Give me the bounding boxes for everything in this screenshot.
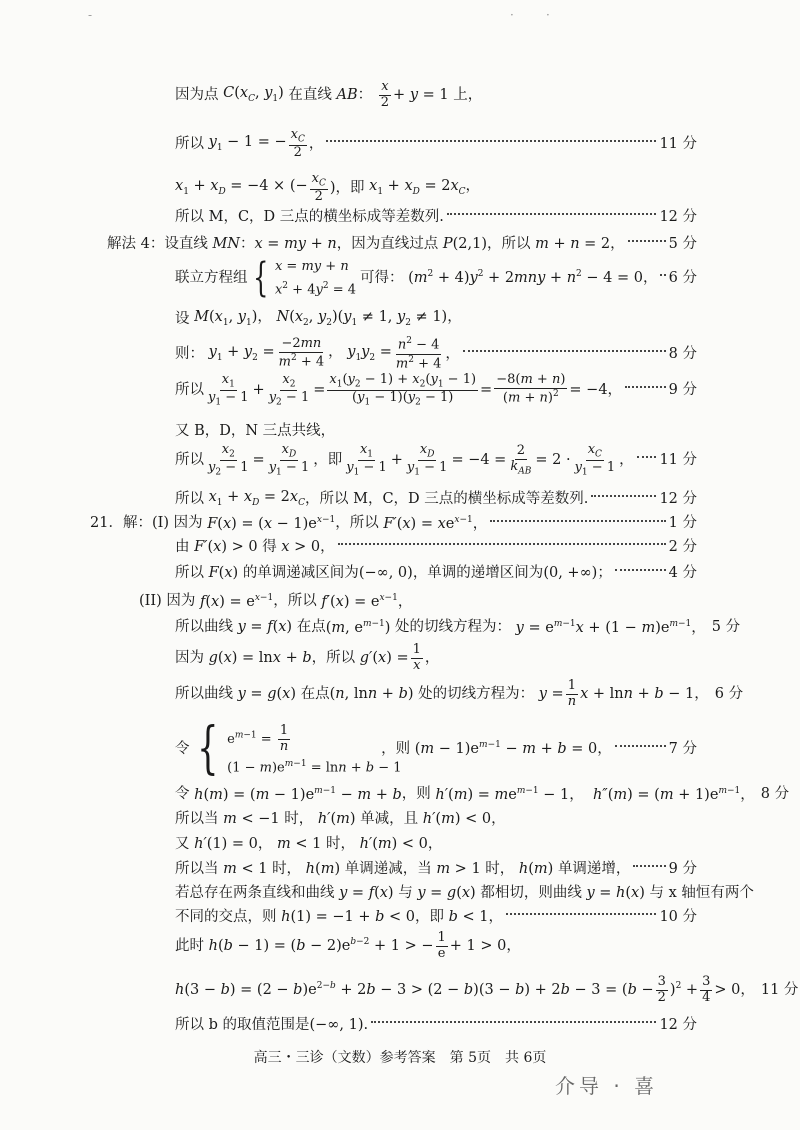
score-label: 5 分: [711, 619, 741, 636]
score-label: 8 分: [760, 786, 790, 803]
score-label: 8 分: [668, 345, 697, 362]
solution-line: 所以 $y_1 - 1$ = − $\frac{x_C}{2}$ ， 11 分: [175, 127, 697, 160]
solution-line: 解法 4：设直线 MN：x = my + n ，因为直线过点 P(2,1) ，所以 m + n = 2， 5 分: [107, 236, 697, 252]
handwritten-mark: 介导 · 喜: [555, 1074, 659, 1098]
page-footer: 高三・三诊（文数）参考答案 第 5页 共 6页: [253, 1050, 547, 1066]
scan-mark: ·: [510, 8, 514, 22]
solution-line: 联立方程组 { x = my + n $x^2 + 4y^2 = 4$ 可得： $(m^2 + 4)y^2 + 2mny + n^2 - 4 = 0$， 6 分: [175, 255, 697, 301]
solution-line: 所以 F(x) 的单调递减区间为 (−∞, 0) ，单调的递增区间为 (0, +∞) ； 4 分: [175, 565, 697, 581]
score-label: 4 分: [668, 565, 697, 581]
solution-line: 所以曲线 y = g(x) 在点 (n, lnn + b) 处的切线方程为： y = $\frac{1}{n}$ x + lnn + b − 1， 6 分: [175, 677, 744, 709]
solution-line: 所以 $\frac{x_2}{y_2 - 1}$ = $\frac{x_D}{y_1 - 1}$ ，即 $\frac{x_1}{y_1 - 1}$ + $\frac{x_D}{y_1 - 1}$ = −4 = $\frac{2}{k_{AB}}$ = 2 · $\frac{x_C}{y_1 - 1}$ ， 11 分: [175, 441, 697, 478]
solution-line: 令 $h(m) = (m - 1)e^{m-1} - m + b$ ，则 $h'(m) = me^{m-1} - 1$， $h''(m) = (m + 1)e^{m-1}$， 8 分: [175, 786, 790, 803]
solution-line: 又 B，D，N 三点共线，: [175, 423, 336, 439]
solution-line: 令 { $e^{m-1}$ = $\frac{1}{n}$ $(1 - m)e^{m-1} = \ln n + b - 1$ ，则 $(m - 1)e^{m-1} - m + b = 0$， 7 分: [175, 715, 697, 781]
score-label: 2 分: [668, 539, 697, 555]
score-label: 11 分: [760, 981, 799, 998]
score-label: 11 分: [659, 451, 697, 468]
score-label: 9 分: [668, 861, 697, 877]
solution-line: 所以 $\frac{x_1}{y_1 - 1}$ + $\frac{x_2}{y_2 - 1}$ = $\frac{x_1(y_2 - 1) + x_2(y_1 - 1)}{(y_1 - 1)(y_2 - 1)}$ = $\frac{-8(m + n)}{(m + n)^2}$ = −4， 9 分: [175, 371, 697, 408]
solution-line: 又 h′(1) = 0， m < 1 时， h′(m) < 0，: [175, 836, 443, 852]
solution-line: 由 F′(x) > 0 得 x > 0， 2 分: [175, 539, 697, 555]
solution-line: 21．解：(I) 因为 $F(x) = (x - 1)e^{x-1}$ ，所以 $F'(x) = xe^{x-1}$， 1 分: [90, 515, 697, 532]
solution-line: 因为点 $C(x_C$, $y_1$) 在直线 AB： $\frac{x}{2}$ + y = 1 上，: [175, 79, 483, 110]
score-label: 6 分: [668, 269, 697, 286]
solution-line: 此时 $h(b - 1) = (b - 2)e^{b-2} + 1$ > − $\frac{1}{e}$ + 1 > 0，: [175, 929, 521, 961]
solution-line: 则： $y_1 + y_2$ = $\frac{-2mn}{m^2 + 4}$ ， $y_1y_2$ = $\frac{n^2 - 4}{m^2 + 4}$ ， 8 分: [175, 336, 697, 371]
solution-line: 设 $M(x_1$, $y_1$)， $N(x_2$, $y_2)(y_1 \ne 1$, $y_2 \ne 1$)，: [175, 309, 462, 328]
score-label: 10 分: [659, 909, 697, 925]
score-label: 6 分: [714, 685, 744, 702]
score-label: 11 分: [659, 136, 697, 153]
solution-line: $x_1 + x_D = -4$ × (− $\frac{x_C}{2}$ ) ，即 $x_1 + x_D = 2x_C$，: [175, 171, 481, 204]
scan-mark: -: [88, 8, 93, 22]
solution-line: 所以 b 的取值范围是 (−∞, 1) . 12 分: [175, 1017, 697, 1033]
solution-line: 因为 g(x) = lnx + b ，所以 g′(x) = $\frac{1}{x}$ ，: [175, 641, 440, 673]
solution-line: (II) 因为 $f(x) = e^{x-1}$ ，所以 $f'(x) = e^{x-1}$，: [139, 593, 413, 610]
score-label: 1 分: [668, 515, 697, 532]
score-label: 7 分: [668, 740, 697, 757]
solution-line: 所以当 m < −1 时， h′(m) 单减，且 h′(m) < 0，: [175, 811, 506, 827]
solution-line: 若总存在两条直线和曲线 y = f(x) 与 y = g(x) 都相切，则曲线 y = h(x) 与 x 轴恒有两个: [175, 885, 754, 901]
solution-line: 所以 $x_1 + x_D = 2x_C$ ，所以 M，C，D 三点的横坐标成等差数列. 12 分: [175, 489, 697, 508]
solution-line: 所以 M，C，D 三点的横坐标成等差数列. 12 分: [175, 209, 697, 225]
solution-line: 所以曲线 y = f(x) 在点 (m, $e^{m-1}$) 处的切线方程为： $y = e^{m-1}x + (1 - m)e^{m-1}$， 5 分: [175, 619, 741, 636]
solution-line: 不同的交点，则 h(1) = −1 + b < 0 ，即 b < 1， 10 分: [175, 909, 697, 925]
score-label: 12 分: [659, 209, 697, 225]
solution-line: 所以当 m < 1 时， h(m) 单调递减，当 m > 1 时， h(m) 单调递增， 9 分: [175, 861, 697, 877]
score-label: 5 分: [668, 236, 697, 252]
solution-line: $h(3 - b) = (2 - b)e^{2-b} + 2b - 3 > (2 - b)(3 - b) + 2b - 3 = (b$ − $\frac{3}{2}$ )$^2$ + $\frac{3}{4}$ > 0， 11 分: [175, 973, 799, 1005]
score-label: 9 分: [668, 381, 697, 398]
scan-mark: ·: [546, 8, 550, 22]
score-label: 12 分: [659, 1017, 697, 1033]
score-label: 12 分: [659, 490, 697, 507]
